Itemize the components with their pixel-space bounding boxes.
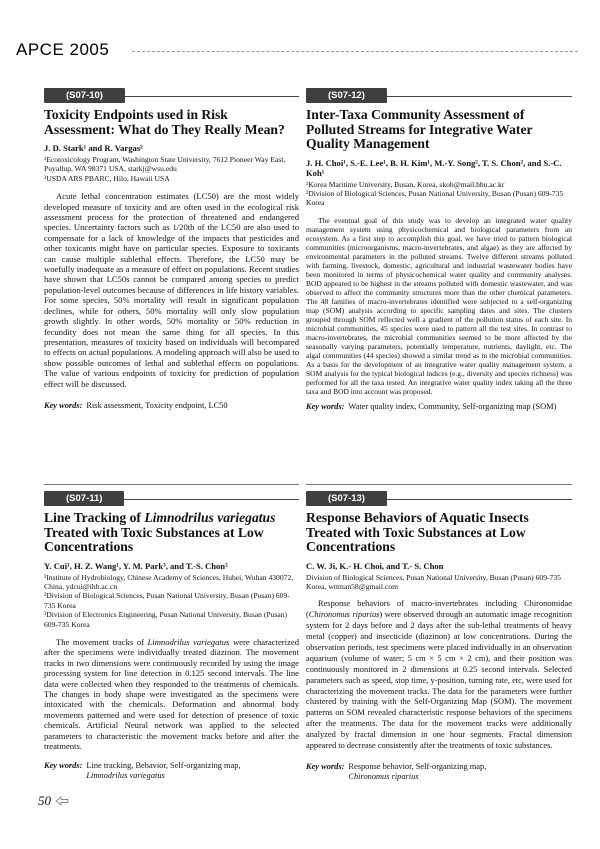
session-code-bar (306, 88, 572, 104)
affiliation: ²Division of Biological Sciences, Pusan National University, Busan (Pusan) 609-735 Korea (306, 188, 564, 208)
abstract-affiliations (44, 573, 299, 629)
abstract-keywords (44, 761, 299, 781)
abstract-affiliations (306, 180, 572, 208)
abstract-s07-10 (44, 88, 299, 411)
abstract-keywords (44, 401, 299, 411)
page-footer (38, 793, 69, 809)
affiliation: ¹Korea Maritime University, Busan, Korea, skoh@mail.hhu.ac.kr (306, 179, 505, 189)
header-rule (132, 51, 578, 52)
abstract-body: The movement tracks of Limnodrilus variegatus were characterized after the specimens were individually treated diazinon. The movement tracks in two dimensions were continuously recorded by using the image processing system for line detection in 0.125 second intervals. The line data were collected when they responded to the treatments of chemicals. The changes in body shape were investigated as the specimens were intoxicated with the chemicals. Deformation and abnormal body movements patterned and were used for detection of presence of toxic chemicals. Artificial Neural network was applied to the selected parameters to characteristic the movement tracks before and after the treatments. (44, 636, 299, 751)
session-code-bar (306, 491, 572, 507)
abstract-keywords (306, 762, 572, 782)
affiliation: ²Division of Biological Sciences, Pusan National University, Busan (Pusan) 609-735 Korea (44, 591, 290, 610)
affiliation: Division of Biological Sciences, Pusan National University, Busan (Pusan) 609-735 Korea, wttman58@gmail.com (306, 572, 561, 591)
session-code: (S07-11) (44, 491, 124, 506)
affiliation: ¹Institute of Hydrobiology, Chinese Academy of Sciences, Hubei, Wuhan 430072, China, ydcui@ihb.ac.cn (44, 572, 294, 591)
abstract-authors: C. W. Ji, K.- H. Choi, and T.- S. Chon (306, 560, 444, 571)
session-code: (S07-13) (306, 491, 387, 506)
abstract-authors: Y. Cui¹, H. Z. Wang¹, Y. M. Park³, and T.-S. Chon² (44, 560, 228, 571)
keywords-text: Line tracking, Behavior, Self-organizing map, Limnodrilus variegatus (86, 761, 241, 781)
abstract-body: The eventual goal of this study was to develop an integrated water quality management system using physicochemical and biological parameters from an ecosystem. As a first step to accomplish this goal, we have tried to pattern biological communities (microorganisms, macro-invertebrates, and algae) as they are affected by environmental parameters in the polluted streams. Twelve different streams polluted with farming, livestock, domestic, agricultural and industrial wastewater bodies have been monitored in terms of physicochemical water quality and community analyses. BOD appeared to be highest in the streams polluted with domestic wastewater, and was observed to affect the community structures more than the other chemical parameters. The 48 families of macro-invertebrates identified were subjected to a self-organizing map (SOM) analysis according to specific sampling dates and sites. The clusters grouped through SOM reflected well a gradient of the pollution status of each site. In microbial communities, 45 species were used to pattern all the test sites. In contrast to macro-invertebrates, the microbial communities seemed to be more affected by the seasonally varying parameters, potentially temperature, nutrients, daylight, etc. The algal communities (44 species) showed a similar trend as in the microbial communities. As a basis for the development of an integrative water quality management system, a SOM analysis for the typical biological indices (e.g., diversity and species richness) was performed for all the taxa tested. An integrative water quality index taking all the three taxa and BOD into account was proposed. (306, 215, 572, 396)
abstract-affiliations (306, 573, 572, 592)
page-number: 50 (38, 793, 51, 808)
keywords-label: Key words: (44, 761, 83, 771)
session-code: (S07-10) (44, 88, 125, 103)
abstract-affiliations (44, 155, 299, 183)
section-divider (306, 484, 572, 485)
affiliation: ¹Ecotoxicology Program, Washington State University, 7612 Pioneer Way East, Puyallup, WA 98371 USA, starkj@wsu.edu (44, 155, 286, 174)
keywords-label: Key words: (44, 400, 83, 410)
keywords-label: Key words: (306, 401, 345, 411)
session-code-bar (44, 88, 299, 104)
affiliation: ²USDA ARS PBARC, Hilo, Hawaii USA (44, 173, 170, 183)
abstract-body: Acute lethal concentration estimates (LC50) are the most widely developed measure of toxicity and are often used in the ecological risk assessment process for the protection of threatened and endangered species. Uncertainty factors such as 1/20th of the LC50 are also used to compensate for a lack of knowledge of the impacts that pesticides and other toxicants might have on particular species. Exposure to toxicants can cause multiple sublethal effects. Therefore, the LC50 may be woefully inadequate as a measure of effect on populations. Recent studies have shown that LC50s cannot be compared among species to predict population-level outcomes because of differences in life history variables. For some species, 50% mortality will result in significant population declines, while for others, 50% mortality will only slow population growth slightly. In other words, 50% mortality or 50% reduction in fecundity does not mean the same thing for all species. In this presentation, measures of toxicity based on individuals will becompared to effects on actual populations. A modeling approach will also be used to show possible outcomes of lethal and sublethal effects on populations. The value of various endpoints of toxicity for prediction of population effect will be discussed. (44, 191, 299, 389)
abstract-authors: J. D. Stark¹ and R. Vargas² (44, 143, 143, 153)
abstract-s07-11 (44, 491, 299, 781)
abstract-title: Response Behaviors of Aquatic Insects Treated with Toxic Substances at Low Concentrations (306, 510, 529, 554)
affiliation: ³Division of Electronics Engineering, Pusan National University, Busan (Pusan) 609-735 Korea (44, 610, 288, 629)
section-divider (44, 484, 299, 485)
keywords-text: Water quality index, Community, Self-organizing map (SOM) (348, 401, 557, 411)
keywords-text: Risk assessment, Toxicity endpoint, LC50 (86, 400, 228, 410)
abstract-title: Inter-Taxa Community Assessment of Polluted Streams for Integrative Water Quality Management (306, 107, 533, 151)
conference-header: APCE 2005 (16, 40, 110, 59)
abstract-s07-12 (306, 88, 572, 412)
abstract-title: Line Tracking of Limnodrilus variegatus Treated with Toxic Substances at Low Concentrations (44, 510, 276, 554)
keywords-text: Response behavior, Self-organizing map, Chironomus riparius (348, 762, 487, 781)
abstract-body: Response behaviors of macro-invertebrates including Chironomidae (Chironomus riparius) were observed through an automatic image recognition system for 2 days before and 2 days after the sub-lethal treatments of heavy metal (copper) and insecticide (diazinon) at low concentrations. During the observation periods, test specimens were placed individually in an observation aquarium (volume of water; 5 cm × 5 cm × 2 cm), and their position was continuously monitored in 2 dimensions at 0.25 second intervals. Selected parameters such as speed, stop time, y-position, turning rate, etc, were used for characterizing the movement tracks. The data for the parameters were further clustered by training with the Self-Organizing Map (SOM). The movement patterns on SOM revealed characteristic response behaviors of the specimens after the treatments. The data for the movement tracks were additionally analyzed by fractal dimension in one hour segments. Fractal dimension appeared to decrease consistently after the treatments of toxic substances. (306, 599, 572, 751)
keywords-label: Key words: (306, 762, 345, 771)
abstract-authors: J. H. Choi¹, S.-E. Lee¹, B. H. Kim¹, M.-Y. Song², T. S. Chon², and S.-C. Koh¹ (306, 157, 562, 178)
abstract-s07-13 (306, 491, 572, 782)
abstract-keywords (306, 402, 572, 412)
session-code: (S07-12) (306, 88, 387, 103)
session-code-bar (44, 491, 299, 507)
abstract-title: Toxicity Endpoints used in Risk Assessment: What do They Really Mean? (44, 107, 285, 137)
arrow-left-icon (55, 796, 69, 806)
